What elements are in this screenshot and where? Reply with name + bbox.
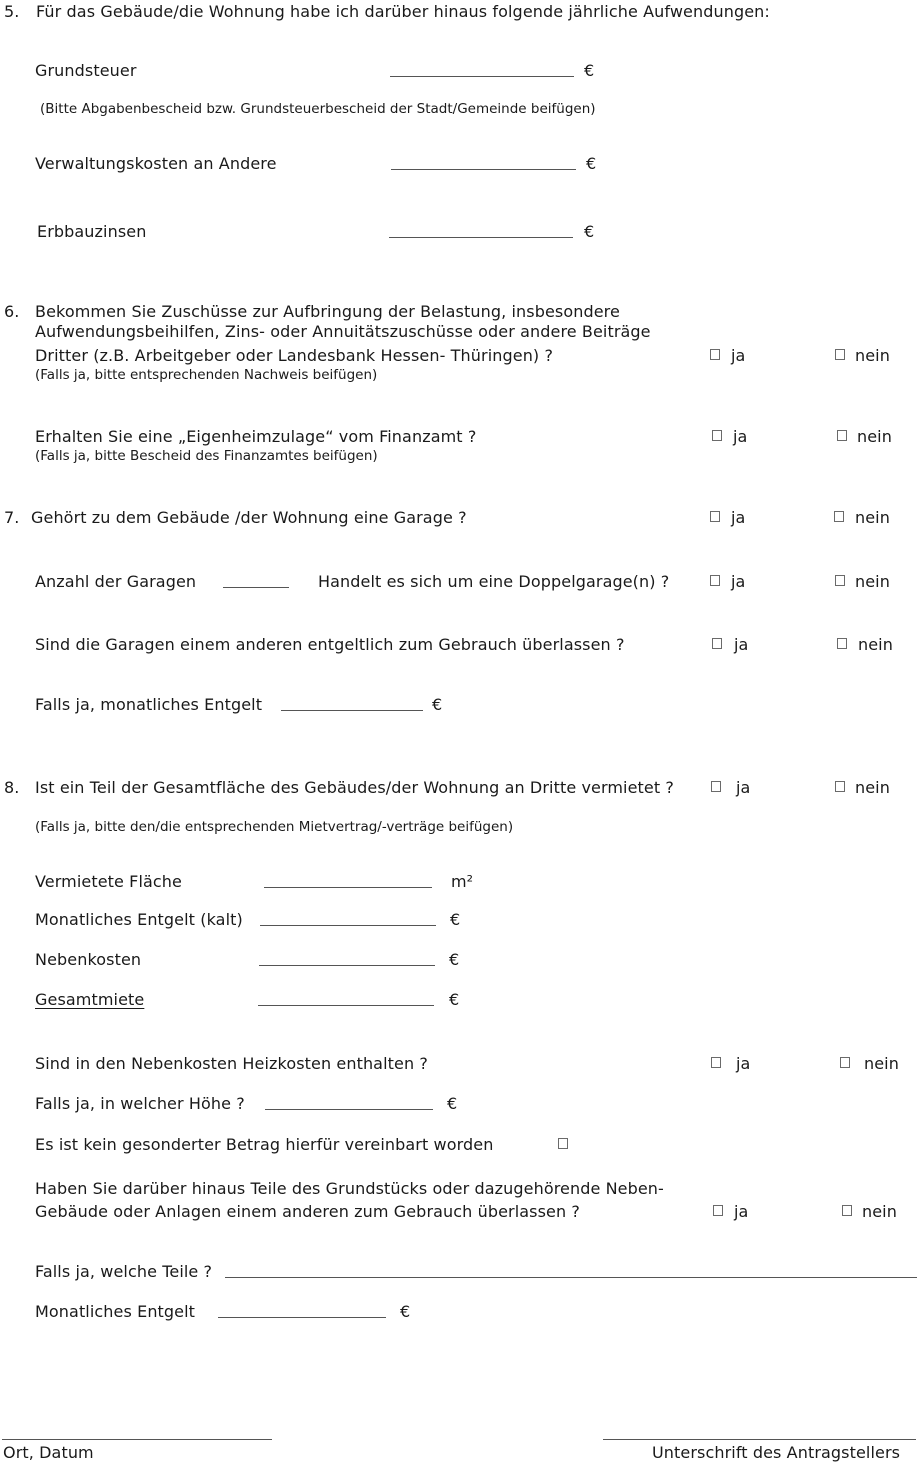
teile-entgelt-label: Monatliches Entgelt bbox=[35, 1302, 196, 1321]
nein-label: nein bbox=[855, 778, 890, 797]
zuschuesse-question-line-1: Bekommen Sie Zuschüsse zur Aufbringung der Belastung, insbesondere bbox=[35, 302, 620, 321]
doppelgarage-question: Handelt es sich um eine Doppelgarage(n) ? bbox=[318, 572, 670, 591]
euro-unit: € bbox=[450, 910, 461, 929]
garage-nein-checkbox[interactable] bbox=[834, 511, 844, 522]
nebenkosten-label: Nebenkosten bbox=[35, 950, 142, 969]
garage-ja-checkbox[interactable] bbox=[710, 511, 720, 522]
mietvertrag-note: (Falls ja, bitte den/die entsprechenden Mietvertrag/-verträge beifügen) bbox=[35, 819, 514, 835]
garagen-ueberlassen-ja-checkbox[interactable] bbox=[712, 638, 722, 649]
section-5-title: Für das Gebäude/die Wohnung habe ich darüber hinaus folgende jährliche Aufwendungen: bbox=[36, 2, 770, 21]
unterschrift-label: Unterschrift des Antragstellers bbox=[652, 1443, 901, 1462]
ja-label: ja bbox=[734, 1202, 749, 1221]
grundsteuer-label: Grundsteuer bbox=[35, 61, 137, 80]
ort-datum-label: Ort, Datum bbox=[3, 1443, 94, 1462]
erbbauzinsen-label: Erbbauzinsen bbox=[37, 222, 147, 241]
heizkosten-question: Sind in den Nebenkosten Heizkosten enthalten ? bbox=[35, 1054, 428, 1073]
garage-question: Gehört zu dem Gebäude /der Wohnung eine Garage ? bbox=[31, 508, 467, 527]
euro-unit: € bbox=[447, 1094, 458, 1113]
nein-label: nein bbox=[862, 1202, 897, 1221]
gesamtmiete-field[interactable] bbox=[258, 1005, 434, 1006]
vermietete-flaeche-label: Vermietete Fläche bbox=[35, 872, 182, 891]
ja-label: ja bbox=[733, 427, 748, 446]
nein-label: nein bbox=[855, 572, 890, 591]
monatliches-entgelt-kalt-field[interactable] bbox=[260, 925, 436, 926]
garage-entgelt-label: Falls ja, monatliches Entgelt bbox=[35, 695, 263, 714]
monatliches-entgelt-kalt-label: Monatliches Entgelt (kalt) bbox=[35, 910, 243, 929]
heizkosten-hoehe-label: Falls ja, in welcher Höhe ? bbox=[35, 1094, 245, 1113]
kein-betrag-label: Es ist kein gesonderter Betrag hierfür vereinbart worden bbox=[35, 1135, 494, 1154]
vermietete-flaeche-field[interactable] bbox=[264, 887, 432, 888]
section-8-number: 8. bbox=[4, 778, 20, 797]
eigenheimzulage-nein-checkbox[interactable] bbox=[837, 430, 847, 441]
garagen-ueberlassen-question: Sind die Garagen einem anderen entgeltlich zum Gebrauch überlassen ? bbox=[35, 635, 625, 654]
grundsteuer-note: (Bitte Abgabenbescheid bzw. Grundsteuerbescheid der Stadt/Gemeinde beifügen) bbox=[40, 101, 596, 117]
ja-label: ja bbox=[731, 572, 746, 591]
ja-label: ja bbox=[736, 1054, 751, 1073]
ja-label: ja bbox=[736, 778, 751, 797]
euro-unit: € bbox=[586, 154, 597, 173]
ja-label: ja bbox=[731, 346, 746, 365]
zuschuesse-question-line-3: Dritter (z.B. Arbeitgeber oder Landesbank Hessen- Thüringen) ? bbox=[35, 346, 554, 365]
ja-label: ja bbox=[731, 508, 746, 527]
eigenheimzulage-ja-checkbox[interactable] bbox=[712, 430, 722, 441]
garage-entgelt-field[interactable] bbox=[281, 710, 423, 711]
garagen-ueberlassen-nein-checkbox[interactable] bbox=[837, 638, 847, 649]
ort-datum-field[interactable] bbox=[2, 1439, 272, 1440]
teile-ja-checkbox[interactable] bbox=[713, 1205, 723, 1216]
section-7-number: 7. bbox=[4, 508, 20, 527]
euro-unit: € bbox=[584, 61, 595, 80]
heizkosten-hoehe-field[interactable] bbox=[265, 1109, 433, 1110]
teile-question-line-1: Haben Sie darüber hinaus Teile des Grundstücks oder dazugehörende Neben- bbox=[35, 1179, 664, 1198]
eigenheimzulage-question: Erhalten Sie eine „Eigenheimzulage“ vom Finanzamt ? bbox=[35, 427, 477, 446]
nein-label: nein bbox=[857, 427, 892, 446]
zuschuesse-nein-checkbox[interactable] bbox=[835, 349, 845, 360]
nein-label: nein bbox=[855, 346, 890, 365]
nebenkosten-field[interactable] bbox=[259, 965, 435, 966]
nein-label: nein bbox=[864, 1054, 899, 1073]
verwaltungskosten-field[interactable] bbox=[391, 169, 576, 170]
teile-entgelt-field[interactable] bbox=[218, 1317, 386, 1318]
anzahl-garagen-label: Anzahl der Garagen bbox=[35, 572, 197, 591]
vermietet-ja-checkbox[interactable] bbox=[711, 781, 721, 792]
welche-teile-label: Falls ja, welche Teile ? bbox=[35, 1262, 213, 1281]
eigenheimzulage-note: (Falls ja, bitte Bescheid des Finanzamtes beifügen) bbox=[35, 448, 378, 464]
doppelgarage-ja-checkbox[interactable] bbox=[710, 575, 720, 586]
welche-teile-field[interactable] bbox=[225, 1277, 917, 1278]
euro-unit: € bbox=[584, 222, 595, 241]
section-6-number: 6. bbox=[4, 302, 20, 321]
doppelgarage-nein-checkbox[interactable] bbox=[835, 575, 845, 586]
gesamtmiete-label: Gesamtmiete bbox=[35, 990, 145, 1009]
anzahl-garagen-field[interactable] bbox=[223, 587, 289, 588]
heizkosten-ja-checkbox[interactable] bbox=[711, 1057, 721, 1068]
m2-unit: m² bbox=[451, 872, 474, 891]
euro-unit: € bbox=[449, 950, 460, 969]
zuschuesse-ja-checkbox[interactable] bbox=[710, 349, 720, 360]
heizkosten-nein-checkbox[interactable] bbox=[840, 1057, 850, 1068]
vermietet-question: Ist ein Teil der Gesamtfläche des Gebäudes/der Wohnung an Dritte vermietet ? bbox=[35, 778, 674, 797]
erbbauzinsen-field[interactable] bbox=[389, 237, 573, 238]
nein-label: nein bbox=[858, 635, 893, 654]
vermietet-nein-checkbox[interactable] bbox=[835, 781, 845, 792]
unterschrift-field[interactable] bbox=[603, 1439, 916, 1440]
teile-question-line-2: Gebäude oder Anlagen einem anderen zum Gebrauch überlassen ? bbox=[35, 1202, 580, 1221]
section-5-number: 5. bbox=[4, 2, 20, 21]
zuschuesse-note: (Falls ja, bitte entsprechenden Nachweis beifügen) bbox=[35, 367, 378, 383]
kein-betrag-checkbox[interactable] bbox=[558, 1138, 568, 1149]
verwaltungskosten-label: Verwaltungskosten an Andere bbox=[35, 154, 277, 173]
ja-label: ja bbox=[734, 635, 749, 654]
zuschuesse-question-line-2: Aufwendungsbeihilfen, Zins- oder Annuitätszuschüsse oder andere Beiträge bbox=[35, 322, 651, 341]
euro-unit: € bbox=[400, 1302, 411, 1321]
nein-label: nein bbox=[855, 508, 890, 527]
teile-nein-checkbox[interactable] bbox=[842, 1205, 852, 1216]
euro-unit: € bbox=[432, 695, 443, 714]
euro-unit: € bbox=[449, 990, 460, 1009]
grundsteuer-field[interactable] bbox=[390, 76, 574, 77]
